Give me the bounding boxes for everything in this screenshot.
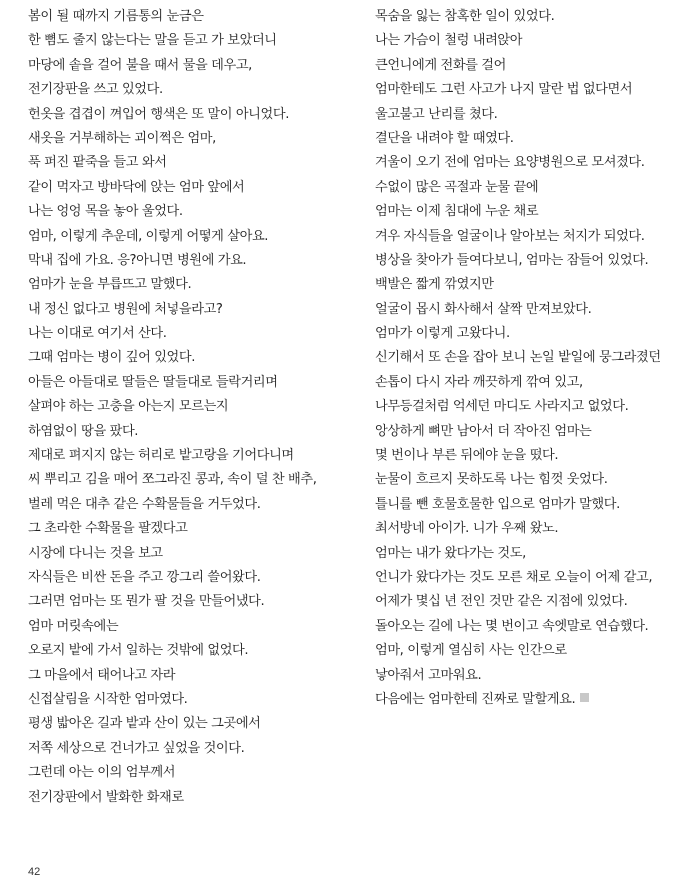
poem-line: 언니가 왔다가는 것도 모른 채로 오늘이 어제 같고, (375, 569, 653, 585)
poem-line: 그 마을에서 태어나고 자라 (28, 667, 176, 683)
poem-right-column (375, 5, 697, 712)
poem-line: 최서방네 아이가. 니가 우째 왔노. (375, 521, 559, 537)
poem-line: 얼굴이 몹시 화사해서 살짝 만져보았다. (375, 301, 592, 317)
poem-line: 백발은 짧게 깎였지만 (375, 277, 494, 293)
poem-line: 봄이 될 때까지 기름통의 눈금은 (28, 9, 204, 24)
poem-line: 겨우 자식들을 얼굴이나 알아보는 처지가 되었다. (375, 228, 645, 244)
poem-line: 그런데 아는 이의 엄부께서 (28, 765, 176, 781)
poem-line: 한 뼘도 줄지 않는다는 말을 듣고 가 보았더니 (28, 33, 277, 49)
poem-line: 엄마가 눈을 부릅뜨고 말했다. (28, 277, 192, 293)
poem-line: 새옷을 거부해하는 괴이쩍은 엄마, (28, 130, 216, 146)
poem-final-line (375, 688, 697, 712)
poem-line: 나는 이대로 여기서 산다. (28, 326, 167, 342)
poem-line: 엄마한테도 그런 사고가 나지 말란 법 없다면서 (375, 82, 633, 98)
poem-line: 울고불고 난리를 쳤다. (375, 106, 498, 122)
poem-line: 엄마는 이제 침대에 누운 채로 (375, 204, 539, 220)
page-number: 42 (28, 866, 41, 878)
poem-line: 몇 번이나 부른 뒤에야 눈을 떴다. (375, 448, 559, 464)
poem-line: 겨울이 오기 전에 엄마는 요양병원으로 모셔졌다. (375, 155, 645, 171)
poem-line: 어제가 몇십 년 전인 것만 같은 지점에 있었다. (375, 594, 628, 610)
poem-line: 손톱이 다시 자라 깨끗하게 깎여 있고, (375, 374, 583, 390)
poem-line: 엄마 머릿속에는 (28, 618, 119, 634)
poem-line: 눈물이 흐르지 못하도록 나는 힘껏 웃었다. (375, 472, 608, 488)
poem-line: 병상을 찾아가 들여다보니, 엄마는 잠들어 있었다. (375, 252, 649, 268)
poem-line: 엄마, 이렇게 추운데, 이렇게 어떻게 살아요. (28, 228, 269, 244)
poem-line: 오로지 밭에 가서 일하는 것밖에 없었다. (28, 643, 249, 659)
poem-line: 그때 엄마는 병이 깊어 있었다. (28, 350, 196, 366)
poem-line: 그러면 엄마는 또 뭔가 팔 것을 만들어냈다. (28, 594, 265, 610)
poem-line: 전기장판을 쓰고 있었다. (28, 82, 163, 98)
poem-line: 앙상하게 뼈만 남아서 더 작아진 엄마는 (375, 423, 592, 439)
poem-line: 아들은 아들대로 딸들은 딸들대로 들락거리며 (28, 374, 278, 390)
poem-line: 그 초라한 수확물을 팔겠다고 (28, 521, 188, 537)
poem-line: 마당에 솥을 걸어 불을 때서 물을 데우고, (28, 57, 252, 73)
poem-line: 결단을 내려야 할 때였다. (375, 130, 514, 146)
poem-line: 낳아줘서 고마워요. (375, 667, 482, 683)
poem-line: 큰언니에게 전화를 걸어 (375, 57, 506, 73)
poem-line: 자식들은 비싼 돈을 주고 깡그리 쓸어왔다. (28, 569, 261, 585)
poem-line: 하염없이 땅을 팠다. (28, 423, 139, 439)
poem-left-column (28, 5, 358, 810)
poem-line: 제대로 펴지지 않는 허리로 밭고랑을 기어다니며 (28, 448, 294, 464)
poem-line: 푹 퍼진 팥죽을 들고 와서 (28, 155, 167, 171)
end-mark-square-icon (580, 693, 589, 702)
poem-line: 목숨을 잃는 참혹한 일이 있었다. (375, 9, 555, 24)
poem-line: 나는 가슴이 철렁 내려앉아 (375, 33, 523, 49)
poem-line: 신접살림을 시작한 엄마였다. (28, 691, 188, 707)
poem-line: 엄마, 이렇게 열심히 사는 인간으로 (375, 643, 567, 659)
poem-line: 돌아오는 길에 나는 몇 번이고 속엣말로 연습했다. (375, 618, 649, 634)
poem-line: 저쪽 세상으로 건너가고 싶었을 것이다. (28, 740, 245, 756)
poem-line: 나는 엉엉 목을 놓아 울었다. (28, 204, 183, 220)
poem-line: 평생 밟아온 길과 밭과 산이 있는 그곳에서 (28, 716, 261, 732)
poem-final-line-text: 다음에는 엄마한테 진짜로 말할게요. (375, 691, 576, 707)
poem-line: 수없이 많은 곡절과 눈물 끝에 (375, 179, 539, 195)
poem-line: 신기해서 또 손을 잡아 보니 논일 밭일에 뭉그라졌던 (375, 350, 661, 366)
poem-line: 살펴야 하는 고충을 아는지 모르는지 (28, 399, 229, 415)
poem-line: 씨 뿌리고 김을 매어 쪼그라진 콩과, 속이 덜 찬 배추, (28, 472, 317, 488)
poem-line: 전기장판에서 발화한 화재로 (28, 789, 184, 805)
poem-line: 시장에 다니는 것을 보고 (28, 545, 163, 561)
poem-line: 막내 집에 가요. 응?아니면 병원에 가요. (28, 252, 247, 268)
poem-line: 벌레 먹은 대추 같은 수확물들을 거두었다. (28, 496, 261, 512)
poem-line: 같이 먹자고 방바닥에 앉는 엄마 앞에서 (28, 179, 245, 195)
poem-line: 틀니를 뺀 호물호물한 입으로 엄마가 말했다. (375, 496, 620, 512)
poem-line: 헌옷을 겹겹이 껴입어 행색은 또 말이 아니었다. (28, 106, 289, 122)
poem-line: 엄마는 내가 왔다가는 것도, (375, 545, 526, 561)
poem-line: 엄마가 이렇게 고왔다니. (375, 326, 510, 342)
poem-line: 나무등걸처럼 억세던 마디도 사라지고 없었다. (375, 399, 629, 415)
poem-line: 내 정신 없다고 병원에 처넣을라고? (28, 301, 223, 317)
